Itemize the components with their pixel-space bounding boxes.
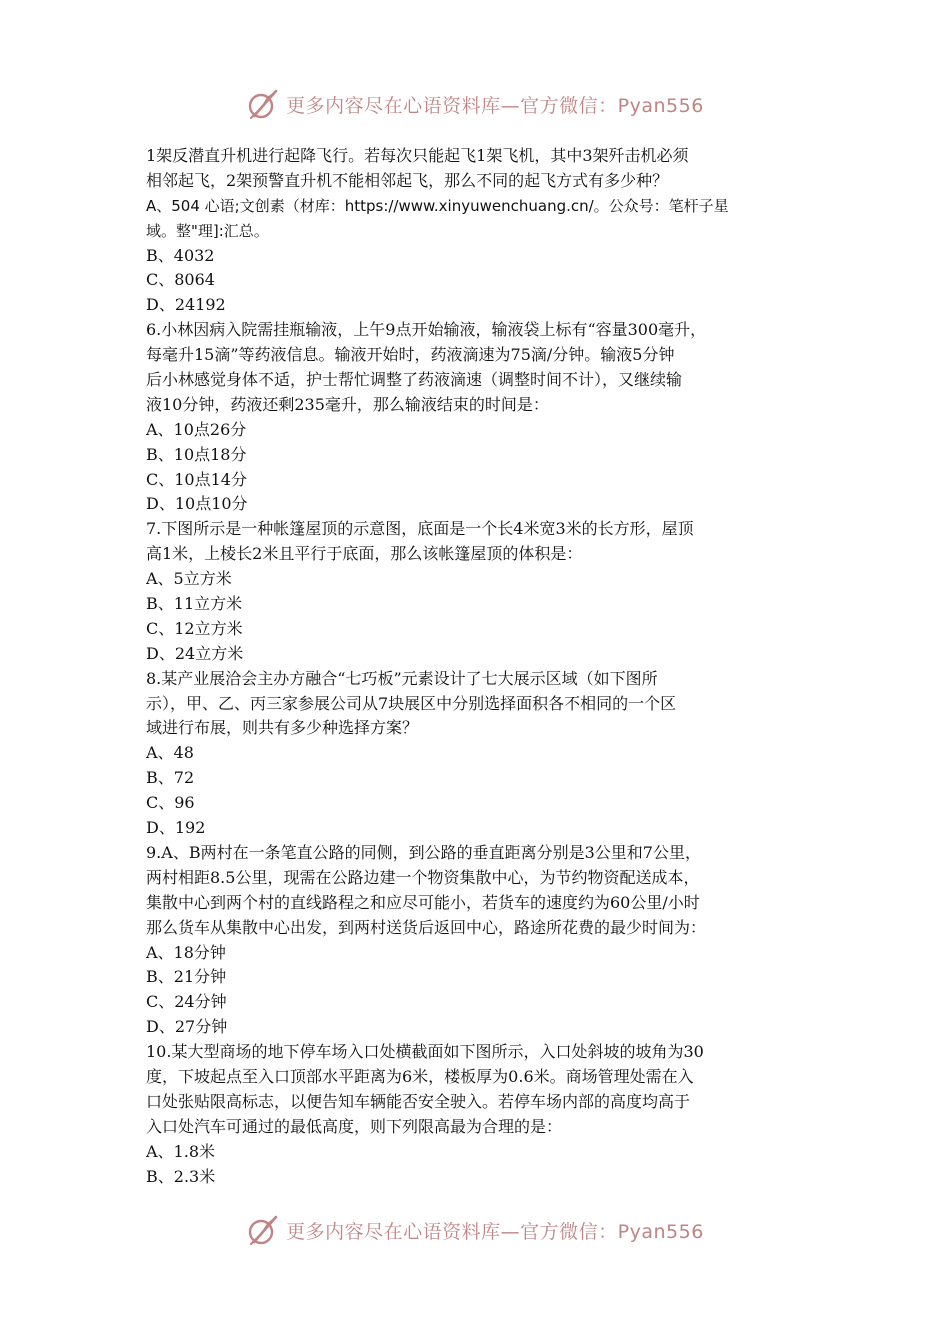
text-line: 10.某大型商场的地下停车场入口处横截面如下图所示，入口处斜坡的坡角为30	[146, 1042, 704, 1062]
quill-logo-icon	[246, 86, 282, 122]
option-line: B、21分钟	[146, 967, 227, 987]
option-line: C、12立方米	[146, 618, 243, 638]
text-line: 入口处汽车可通过的最低高度，则下列限高最为合理的是：	[146, 1116, 563, 1136]
text-line: 两村相距8.5公里，现需在公路边建一个物资集散中心，为节约物资配送成本，	[146, 867, 700, 887]
option-line: B、4032	[146, 245, 215, 265]
option-line: D、192	[146, 818, 206, 838]
text-line: 示），甲、乙、丙三家参展公司从7块展区中分别选择面积各不相同的一个区	[146, 693, 677, 713]
header-banner-text: 更多内容尽在心语资料库—官方微信：Pyan556	[286, 94, 704, 117]
text-line: 口处张贴限高标志，以便告知车辆能否安全驶入。若停车场内部的高度均高于	[146, 1091, 691, 1111]
text-line: 度，下坡起点至入口顶部水平距离为6米，楼板厚为0.6米。商场管理处需在入	[146, 1066, 694, 1086]
option-line: C、24分钟	[146, 992, 227, 1012]
option-line: D、24192	[146, 295, 226, 315]
text-line: 相邻起飞，2架预警直升机不能相邻起飞，那么不同的起飞方式有多少种？	[146, 170, 669, 190]
header-banner	[0, 82, 950, 126]
text-line: 7.下图所示是一种帐篷屋顶的示意图，底面是一个长4米宽3米的长方形，屋顶	[146, 519, 694, 539]
text-line: 6.小林因病入院需挂瓶输液，上午9点开始输液，输液袋上标有“容量300毫升，	[146, 320, 707, 340]
text-line: 每毫升15滴”等药液信息。输液开始时，药液滴速为75滴/分钟。输液5分钟	[146, 345, 675, 365]
option-line: C、96	[146, 793, 195, 813]
option-line: D、27分钟	[146, 1017, 228, 1037]
option-line: C、8064	[146, 270, 215, 290]
text-line: 集散中心到两个村的直线路程之和应尽可能小，若货车的速度约为60公里/小时	[146, 892, 700, 912]
option-line: B、72	[146, 768, 195, 788]
text-line: 域。整"理]:汇总。	[146, 221, 269, 240]
option-line: A、18分钟	[146, 942, 226, 962]
option-line: C、10点14分	[146, 469, 247, 489]
text-line: 后小林感觉身体不适，护士帮忙调整了药液滴速（调整时间不计），又继续输	[146, 370, 683, 390]
text-line: 域进行布展，则共有多少种选择方案？	[146, 718, 419, 738]
option-line: A、1.8米	[146, 1141, 216, 1161]
quill-logo-icon	[246, 1212, 282, 1248]
option-line: A、5立方米	[146, 569, 232, 589]
option-line: B、10点18分	[146, 444, 247, 464]
option-line: A、10点26分	[146, 419, 247, 439]
text-line: 8.某产业展洽会主办方融合“七巧板”元素设计了七大展示区域（如下图所	[146, 668, 658, 688]
text-line: 1架反潜直升机进行起降飞行。若每次只能起飞1架飞机，其中3架歼击机必须	[146, 146, 689, 165]
footer-banner-text: 更多内容尽在心语资料库—官方微信：Pyan556	[286, 1220, 704, 1243]
text-line: 9.A、B两村在一条笔直公路的同侧，到公路的垂直距离分别是3公里和7公里，	[146, 842, 701, 862]
option-line: D、10点10分	[146, 494, 248, 514]
option-line: A、48	[146, 743, 194, 763]
option-line: D、24立方米	[146, 643, 244, 663]
option-line: B、11立方米	[146, 594, 243, 614]
option-line: B、2.3米	[146, 1166, 216, 1186]
text-line: 高1米，上棱长2米且平行于底面，那么该帐篷屋顶的体积是：	[146, 544, 583, 564]
text-line: 液10分钟，药液还剩235毫升，那么输液结束的时间是：	[146, 394, 549, 414]
text-line: A、504 心语;文创素（材库：https://www.xinyuwenchuang.cn/。公众号：笔杆子星	[146, 196, 729, 215]
text-line: 那么货车从集散中心出发，到两村送货后返回中心，路途所花费的最少时间为：	[146, 917, 707, 937]
question-text-block	[146, 144, 818, 1189]
footer-banner	[0, 1208, 950, 1252]
